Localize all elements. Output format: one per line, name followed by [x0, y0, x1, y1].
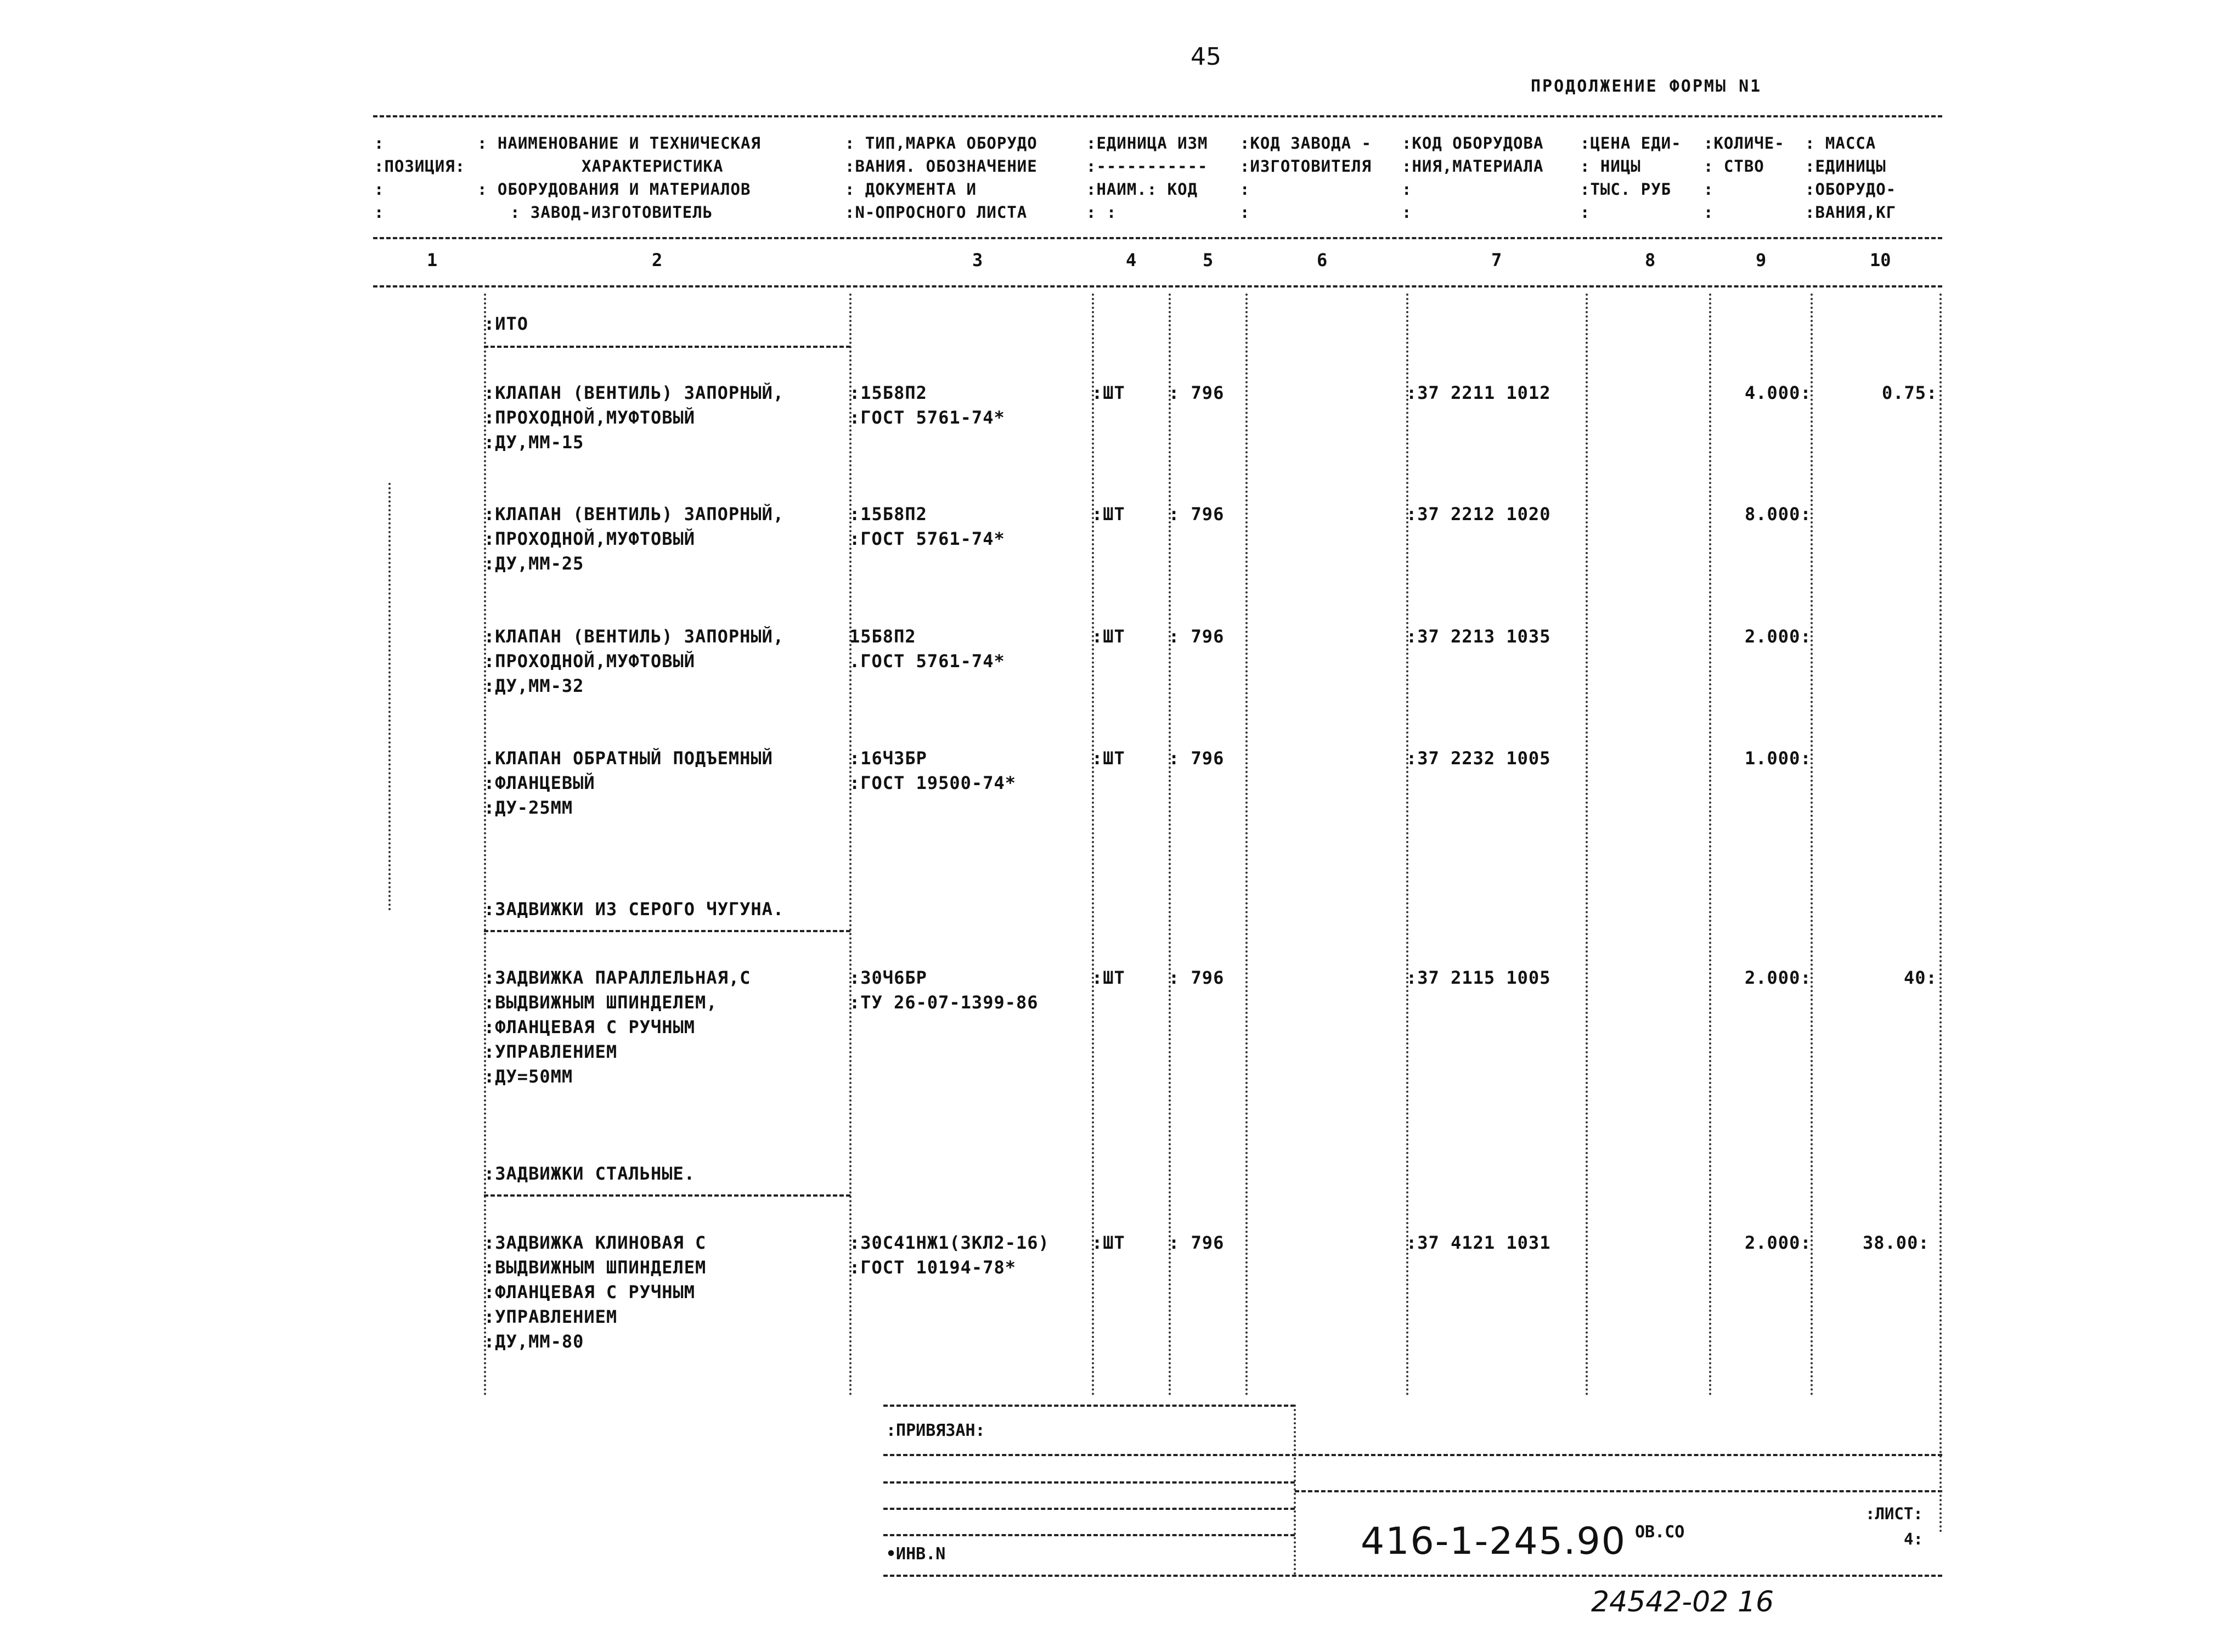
stamp-top-rule — [883, 1405, 1295, 1407]
item-quantity: 8.000: — [1745, 504, 1812, 525]
stamp-rule-4 — [883, 1508, 1295, 1510]
item-type: :15Б8П2 :ГОСТ 5761-74* — [849, 382, 1005, 428]
colnum-3: 3 — [972, 250, 983, 270]
column-separator-code — [1245, 294, 1248, 1396]
item-quantity: 1.000: — [1745, 748, 1812, 769]
section-title: :ЗАДВИЖКИ ИЗ СЕРОГО ЧУГУНА. — [484, 899, 785, 920]
header-col-mass: : МАССА :ЕДИНИЦЫ :ОБОРУДО- :ВАНИЯ,КГ — [1805, 134, 1897, 222]
item-quantity: 2.000: — [1745, 1232, 1812, 1253]
header-col-type: : ТИП,МАРКА ОБОРУДО :ВАНИЯ. ОБОЗНАЧЕНИЕ : ДОКУМЕНТА И :N-ОПРОСНОГО ЛИСТА — [845, 134, 1037, 222]
item-unit-code: : 796 — [1169, 748, 1225, 769]
item-name: :КЛАПАН (ВЕНТИЛЬ) ЗАПОРНЫЙ, :ПРОХОДНОЙ,МУФТОВЫЙ :ДУ,ММ-25 — [484, 504, 785, 574]
item-unit: :ШТ — [1092, 626, 1125, 647]
header-col-plant: :КОД ЗАВОДА - :ИЗГОТОВИТЕЛЯ : : — [1240, 134, 1372, 222]
stamp-bound-label: :ПРИВЯЗАН: — [886, 1421, 985, 1440]
section-underline — [484, 930, 850, 932]
colnum-1: 1 — [427, 250, 438, 270]
stamp-rule-2 — [883, 1481, 1295, 1484]
item-unit: :ШТ — [1092, 967, 1125, 988]
stamp-designation-suffix: ОВ.СО — [1635, 1523, 1685, 1542]
item-unit: :ШТ — [1092, 1232, 1125, 1253]
stamp-rule-3 — [1295, 1490, 1942, 1492]
header-col-name: : НАИМЕНОВАНИЕ И ТЕХНИЧЕСКАЯ ХАРАКТЕРИСТИКА : ОБОРУДОВАНИЯ И МАТЕРИАЛОВ : ЗАВОД-ИЗГОТОВИТЕЛЬ — [477, 134, 761, 222]
colnum-4: 4 — [1126, 250, 1137, 270]
stamp-sheet-number: 4: — [1904, 1530, 1923, 1548]
continuation-label: ПРОДОЛЖЕНИЕ ФОРМЫ N1 — [1531, 77, 1762, 96]
left-margin-marks — [388, 483, 391, 911]
item-material-code: :37 4121 1031 — [1406, 1232, 1551, 1253]
item-material-code: :37 2211 1012 — [1406, 382, 1551, 403]
item-name: :ЗАДВИЖКА ПАРАЛЛЕЛЬНАЯ,С :ВЫДВИЖНЫМ ШПИНДЕЛЕМ, :ФЛАНЦЕВАЯ С РУЧНЫМ :УПРАВЛЕНИЕМ :ДУ=50ММ — [484, 967, 751, 1087]
item-quantity: 2.000: — [1745, 967, 1812, 988]
item-material-code: :37 2212 1020 — [1406, 504, 1551, 525]
item-type: :16Ч3БР :ГОСТ 19500-74* — [849, 748, 1016, 793]
item-type: :15Б8П2 :ГОСТ 5761-74* — [849, 504, 1005, 549]
item-unit-code: : 796 — [1169, 1232, 1225, 1253]
stamp-inventory-label: •ИНВ.N — [886, 1544, 946, 1564]
colnum-10: 10 — [1870, 250, 1891, 270]
colnum-6: 6 — [1317, 250, 1328, 270]
item-mass: 0.75: — [1882, 382, 1938, 403]
section-underline — [484, 346, 850, 348]
item-unit: :ШТ — [1092, 382, 1125, 403]
item-name: .КЛАПАН ОБРАТНЫЙ ПОДЪЕМНЫЙ :ФЛАНЦЕВЫЙ :ДУ-25ММ — [484, 748, 773, 818]
colnum-8: 8 — [1645, 250, 1656, 270]
item-unit: :ШТ — [1092, 748, 1125, 769]
section-title: :ИТО — [484, 313, 529, 334]
page-number: 45 — [1191, 43, 1221, 71]
item-unit-code: : 796 — [1169, 967, 1225, 988]
header-col-position: : :ПОЗИЦИЯ: : : — [374, 134, 466, 222]
item-name: :КЛАПАН (ВЕНТИЛЬ) ЗАПОРНЫЙ, :ПРОХОДНОЙ,МУФТОВЫЙ :ДУ,ММ-15 — [484, 382, 785, 453]
column-separator-material — [1586, 294, 1588, 1396]
stamp-mid-rule — [883, 1454, 1942, 1456]
column-separator-price — [1709, 294, 1711, 1396]
section-title: :ЗАДВИЖКИ СТАЛЬНЫЕ. — [484, 1163, 696, 1184]
item-name: :ЗАДВИЖКА КЛИНОВАЯ С :ВЫДВИЖНЫМ ШПИНДЕЛЕМ :ФЛАНЦЕВАЯ С РУЧНЫМ :УПРАВЛЕНИЕМ :ДУ,ММ-80 — [484, 1232, 707, 1352]
item-unit-code: : 796 — [1169, 626, 1225, 647]
column-separator-mass — [1939, 294, 1942, 1533]
item-quantity: 4.000: — [1745, 382, 1812, 403]
item-material-code: :37 2115 1005 — [1406, 967, 1551, 988]
stamp-rule-5 — [883, 1534, 1295, 1536]
item-quantity: 2.000: — [1745, 626, 1812, 647]
stamp-designation: 416-1-245.90 — [1361, 1520, 1627, 1563]
header-col-price: :ЦЕНА ЕДИ- : НИЦЫ :ТЫС. РУБ : — [1580, 134, 1682, 222]
colnum-9: 9 — [1756, 250, 1767, 270]
header-col-material: :КОД ОБОРУДОВА :НИЯ,МАТЕРИАЛА : : — [1402, 134, 1544, 222]
item-type: 15Б8П2 .ГОСТ 5761-74* — [849, 626, 1005, 672]
archive-number: 24542-02 16 — [1591, 1586, 1774, 1619]
header-col-qty: :КОЛИЧЕ- : СТВО : : — [1704, 134, 1785, 222]
colnum-7: 7 — [1491, 250, 1502, 270]
colnum-5: 5 — [1203, 250, 1214, 270]
header-col-unit: :ЕДИНИЦА ИЗМ :----------- :НАИМ.: КОД : : — [1086, 134, 1208, 222]
stamp-vertical-divider — [1294, 1405, 1296, 1575]
colnum-2: 2 — [652, 250, 663, 270]
item-type: :30С41НЖ1(ЗКЛ2-16) :ГОСТ 10194-78* — [849, 1232, 1050, 1278]
table-top-rule — [373, 115, 1942, 117]
item-mass: 38.00: — [1863, 1232, 1930, 1253]
item-material-code: :37 2213 1035 — [1406, 626, 1551, 647]
item-unit-code: : 796 — [1169, 382, 1225, 403]
item-type: :30Ч6БР :ТУ 26-07-1399-86 — [849, 967, 1039, 1013]
item-material-code: :37 2232 1005 — [1406, 748, 1551, 769]
section-underline — [484, 1194, 850, 1197]
item-mass: 40: — [1904, 967, 1937, 988]
item-name: :КЛАПАН (ВЕНТИЛЬ) ЗАПОРНЫЙ, :ПРОХОДНОЙ,МУФТОВЫЙ :ДУ,ММ-32 — [484, 626, 785, 696]
header-bottom-rule — [373, 237, 1942, 239]
item-unit: :ШТ — [1092, 504, 1125, 525]
stamp-bottom-rule — [883, 1575, 1942, 1577]
stamp-sheet-label: :ЛИСТ: — [1865, 1504, 1923, 1523]
colnum-bottom-rule — [373, 285, 1942, 287]
item-unit-code: : 796 — [1169, 504, 1225, 525]
